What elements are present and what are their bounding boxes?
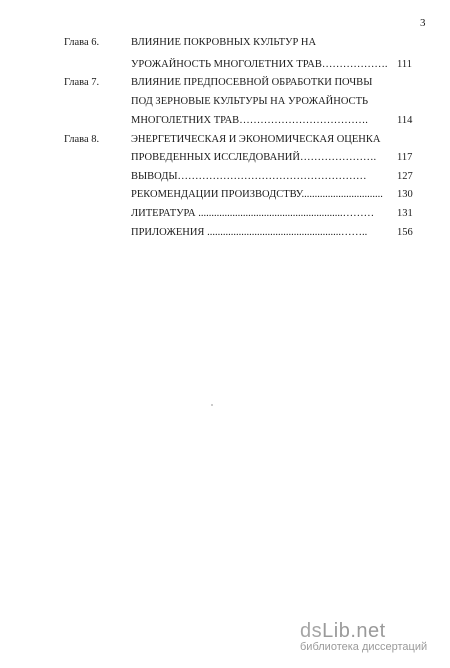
page-reference: 130 [397,189,413,200]
toc-entry-chapter-7 [0,76,450,90]
scan-speck [211,404,213,406]
entry-title-line: МНОГОЛЕТНИХ ТРАВ………………………………. [131,115,368,126]
entry-title-line: РЕКОМЕНДАЦИИ ПРОИЗВОДСТВУ............................... [131,189,383,200]
entry-title-line: ПРОВЕДЕННЫХ ИССЛЕДОВАНИЙ…………………. [131,152,377,163]
page-reference: 114 [397,115,413,126]
chapter-label: Глава 8. [64,134,100,145]
toc-entry-chapter-8 [0,133,450,147]
chapter-label: Глава 7. [64,77,100,88]
page-number: 3 [420,17,426,29]
page-reference: 111 [397,59,412,70]
entry-title-line: ВЛИЯНИЕ ПОКРОВНЫХ КУЛЬТУР НА [131,37,317,48]
toc-entry-chapter-7-cont2 [0,114,450,128]
page-reference: 117 [397,152,413,163]
chapter-label: Глава 6. [64,37,100,48]
page-reference: 156 [397,227,413,238]
entry-title-line: ЭНЕРГЕТИЧЕСКАЯ И ЭКОНОМИЧЕСКАЯ ОЦЕНКА [131,134,381,145]
page-reference: 131 [397,208,413,219]
page-reference: 127 [397,171,413,182]
entry-title-line: ПОД ЗЕРНОВЫЕ КУЛЬТУРЫ НА УРОЖАЙНОСТЬ [131,96,369,107]
watermark-subtitle: библиотека диссертаций [300,641,428,653]
entry-title-line: ВЫВОДЫ……………………………………………… [131,171,367,182]
watermark-logo: dsLib.net [300,620,386,642]
toc-entry-chapter-7-cont [0,95,450,109]
entry-title-line: ПРИЛОЖЕНИЯ ...................................................…….. [131,227,368,238]
toc-entry-appendices [0,226,450,240]
entry-title-line: ЛИТЕРАТУРА .......................................................……… [131,208,375,219]
toc-entry-conclusions [0,170,450,184]
entry-title-line: УРОЖАЙНОСТЬ МНОГОЛЕТНИХ ТРАВ………………. [131,59,388,70]
toc-entry-chapter-6-cont [0,58,450,72]
watermark [300,620,427,653]
toc-entry-recommendations [0,188,450,202]
entry-title-line: ВЛИЯНИЕ ПРЕДПОСЕВНОЙ ОБРАБОТКИ ПОЧВЫ [131,77,373,88]
toc-entry-chapter-8-cont [0,151,450,165]
toc-entry-literature [0,207,450,221]
toc-entry-chapter-6 [0,36,450,50]
